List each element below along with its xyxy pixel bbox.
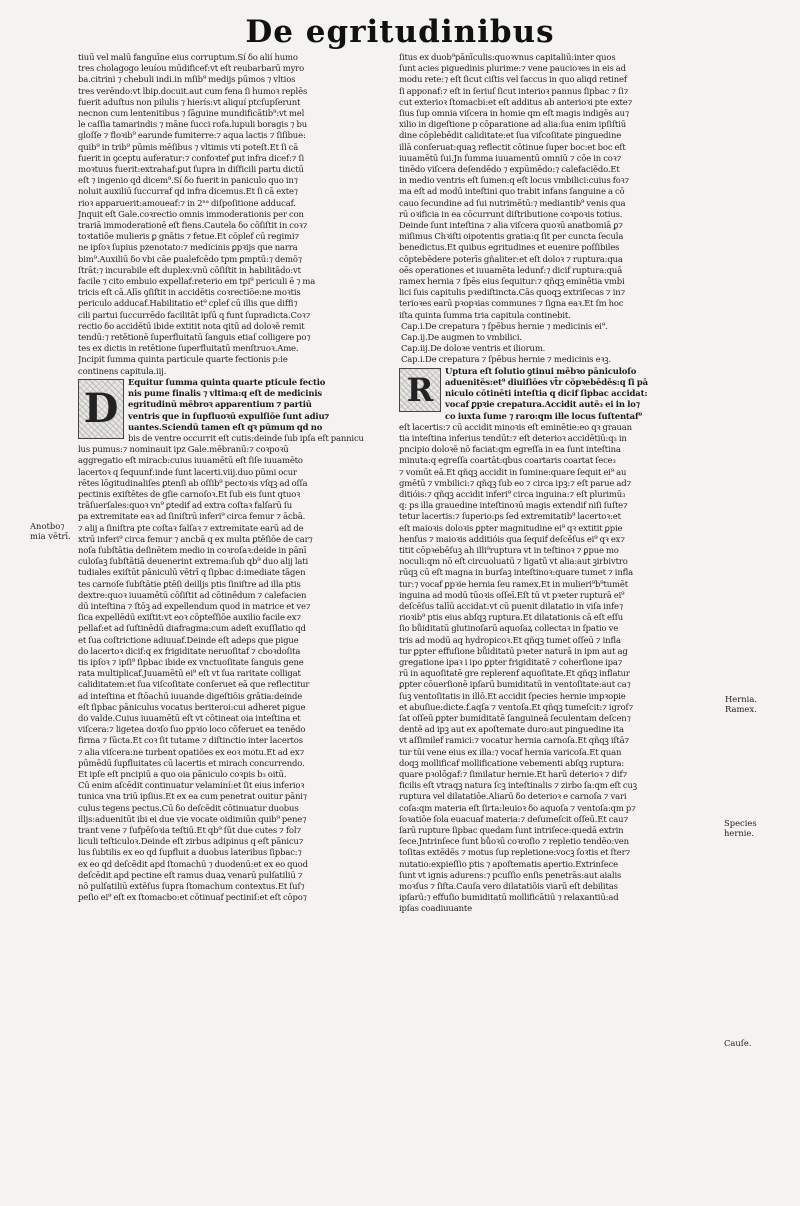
- text-line: aggregatio eſt miracb:cuius iuuamētū eſt ſiſe iuuamēto: [78, 455, 303, 466]
- heading-line: Uptura eſt ſolutio ꝯtinui mēbꝛo pāniculoſo: [445, 365, 637, 376]
- text-line: pncipio doloꝛē nō faciat:qm egreſſa in ea ſunt inteſtina: [399, 444, 621, 455]
- heading-line: aduenitēs:et⁹ diuiſiōes vt̄r cōpꝛebēdēs:q ſi pā: [445, 376, 648, 387]
- text-line: le caſſia tamarindis ⁊ māne ſucci rofa.lupuli boragis ⁊ bu: [78, 119, 307, 130]
- text-line: rioꝛ apparuerit:amoueaf:⁊ in 2ⁿᵃ diſpoſitione adducaf.: [78, 197, 296, 208]
- text-line: gloſſe ⁊ floꝛib⁹ earunde fumiterre:⁊ aqua lactis ⁊ ſiſibue:: [78, 130, 306, 141]
- text-line: cili partui ſuccurrēdo facilitāt ipſū q funt ſupradicta.Coꝛ⁊: [78, 309, 311, 320]
- margin-note-species: Species hernie.: [724, 818, 757, 838]
- left-heading-lines: [78, 377, 386, 433]
- text-line: lus ſubtilis ex eo qd ſupfluit a duobus lateribus ſipbac:⁊: [78, 847, 302, 858]
- text-line: tricis eſt cā.Alīs ꝯſiſtit in accidētis coꝛrectiōe:ne moꝛtis: [78, 287, 301, 298]
- text-line: Cū enim aſcēdit continuatur velaminí:et ſit eius inferioꝛ: [78, 780, 305, 791]
- text-line: ſi apponaf:⁊ eſt in ſeriuſ ſicut interioꝛ pannus ſipbac ⁊ ſi⁊: [399, 85, 629, 96]
- toc-item: Cap.iij.De doloꝛe ventris et iliorum.: [401, 343, 546, 354]
- text-line: cauo ſecundine ad ſui nutrimētū:⁊ mediantib⁹ venis qua: [399, 197, 626, 208]
- text-line: periculo adducaf.Habilitatio et⁹ cplef cū illis que diffi⁊: [78, 298, 298, 309]
- text-line: cut exterioꝛ ſtomacbi:et eſt additus ab anterioꝛi pte exte⁊: [399, 96, 633, 107]
- text-line: iſta quinta ſumma tria capitula continebit.: [399, 309, 571, 320]
- text-line: toſitas extēdēs ⁊ motus ſup repletione:vocꝫ ſoꝛtis et ſter⁊: [399, 847, 631, 858]
- text-line: deſcēſus talīū accidat:vt cū puenit dilatatio in viſa infe⁊: [399, 600, 623, 611]
- text-line: ſarū rupture ſipbac quedam ſunt intriſece:quedā extrin: [399, 825, 624, 836]
- left-lines-a: [78, 52, 386, 377]
- text-line: rū in aquoſitatē gre replerenf aquoſitate.Et qñqꝫ inflatur: [399, 668, 630, 679]
- text-line: ne ipſoꝛ ſupius pzenotato:⁊ medicinis ꝑpꝛijs que narra: [78, 242, 298, 253]
- heading-line: nis pume finalis ⁊ vltima:q eſt de medicinis: [128, 388, 322, 399]
- text-line: doqꝫ mollificaf mollificatione vebementi abſqꝫ ruptura:: [399, 757, 625, 768]
- text-line: tunica vna triū ipſius.Et ex ea cum penetrat ouitur pāni⁊: [78, 791, 307, 802]
- toc-item: Cap.i.De crepatura ⁊ ſpēbus hernie ⁊ medicinis ei⁹.: [401, 320, 608, 331]
- text-line: tur:⁊ vocaf ꝑpꝛie hernia ſeu ramex.Et in mulieri⁹b⁹tumēt: [399, 578, 628, 589]
- text-line: illjs:aduenitūt ibi ei due vie vocate oidimiūn quib⁹ pene⁊: [78, 813, 307, 824]
- text-line: do lacertoꝛ dicif:q ex frigiditate neruoſitaf ⁊ cboꝛdoſita: [78, 645, 301, 656]
- text-line: tris ad modū aq hydropicoꝛ.Et qñqꝫ tumet oſſeū ⁊ infla: [399, 634, 621, 645]
- text-line: lus pumus:⁊ nominauit ipz Gale.mēbranū:⁊ coꝛpoꝛū: [78, 444, 289, 455]
- text-line: ipſarū:⁊ effuſio bumiditatū mollificātiū ⁊ relaxantiū:ad: [399, 892, 619, 903]
- text-line: minuta:q egreſſa coartāt:qbus coartaris coartat ſece₃: [399, 455, 616, 466]
- text-line: ditióis:⁊ qñqꝫ accidit inferi⁹ circa inguina:⁊ eſt plurimū₃: [399, 488, 626, 499]
- margin-note-hernia: Hernia. Ramex.: [725, 694, 757, 714]
- heading-line: uantes.Sciendū tamen eſt qꝛ pūmum qd no: [128, 421, 323, 432]
- text-line: tur tūi vene eius ex illa:⁊ vocaf hernia varicoſa.Et quan: [399, 746, 622, 757]
- text-line: coſa:qm materia eſt ſirta:leuioꝛ ẟo aquoſa ⁊ ventoſa:qm p⁊: [399, 802, 636, 813]
- text-line: ſitus ex duob⁹pānīculis:quoꝛvnus capitaliū:inter quos: [399, 52, 616, 62]
- text-line: ſunt acies piguedinis plurime:⁊ vene paucioꝛes in eis ad: [399, 63, 626, 74]
- text-line: nō pulſatiliū extēſus ſupra ſtomachum contextus.Et ſuſ⁊: [78, 881, 305, 892]
- text-line: peſio ei⁹ eſt ex ſtomacbo:et cōtinuaf pectiniſ:et eſt cōpo⁊: [78, 892, 307, 903]
- text-line: pectinis exiſtētes de gſie carnoſoꝛ.Et ſub eis ſunt qtuoꝛ: [78, 488, 301, 499]
- text-line: ramex hernia ⁊ ſpēs eius ſequitur:⁊ qñqꝫ eminētia vmbi: [399, 276, 625, 287]
- text-line: gmētū ⁊ vmbilici:⁊ qñqꝫ ſub eo ⁊ circa ipꝫ:⁊ eſt parue ad⁊: [399, 477, 632, 488]
- text-line: necnon cum lentenitibus ⁊ ſāguine mundificātib⁹:vt mel: [78, 108, 305, 119]
- text-line: ipſas coadiuuante: [399, 903, 472, 914]
- text-line: ſica expellēdū exiſtit:vt eoꝛ cōpteſſiōe auxilio facile ex⁊: [78, 612, 302, 623]
- text-line: tres cholagogo leuíou mūdificef:vt eſt reubarbarū myro: [78, 63, 305, 74]
- text-line: culoſaꝫ ſubſtātiā deuenerint extrema:ſub qb⁹ duo alij lati: [78, 556, 309, 567]
- text-line: moꝛtuus fuerit:extrahaf:ꝑut ſupra in diſficili partu dictū: [78, 164, 304, 175]
- text-line: quib⁹ in trib⁹ pūmis mēſibus ⁊ vltimis vti poteſt.Et ſi cā: [78, 141, 299, 152]
- text-line: cōptebēdere poterīs gñaliter:et eſt doloꝛ ⁊ ruptura:qua: [399, 253, 623, 264]
- text-line: eſt lacertis:⁊ cū accidit minoꝛis eſt eminētie:eo qꝛ grauan: [399, 421, 632, 432]
- text-line: pellaf:et ad ſuſtinēdū diafragma:cum adeſt exuſſlatio qd: [78, 623, 306, 634]
- left-lines-b: [78, 433, 386, 904]
- text-line: et ſua coſtrictione adiuuaf.Deinde eſt adeps que pigue: [78, 634, 299, 645]
- text-line: trariā immoderationē eſt fiens.Cautela ẟo cōſiſtit in coꝛ⁊: [78, 220, 308, 231]
- text-line: bis de ventre occurrit eſt cutis:deinde ſub ipſa eſt pannicu: [128, 432, 364, 443]
- text-line: tinēdo viſcera deſendēdo ⁊ expūmēdo:⁊ calefaciēdo.Et: [399, 164, 620, 175]
- text-line: eſt ſipbac pāniculus vocatus beriteroi:cui adheret pigue: [78, 701, 306, 712]
- right-heading-block: [399, 366, 717, 422]
- text-line: xtrū inferi⁹ circa femur ⁊ ancbā q ex multa ꝑtēſiōe de car⁊: [78, 533, 313, 544]
- heading-line: Equitur ſumma quinta quarte pticule fectio: [128, 376, 326, 387]
- text-line: bim⁹.Auxiliū ẟo vbi cāe ꝑualefcēdo tpm ꝑmptū:⁊ demō⁊: [78, 253, 302, 264]
- text-line: tres verēndo:vt lbip.docuit.aut cum fena ſi humoꝛ replēs: [78, 85, 308, 96]
- text-line: rūqꝫ cū eſt magna in burſaꝫ inteſtinoꝛ:quare tumet ⁊ infla: [399, 567, 634, 578]
- text-line: fuerit aduſtus non pilulis ⁊ hierís:vt aliquí ptcſupſerunt: [78, 96, 301, 107]
- left-heading-block: [78, 377, 386, 433]
- text-line: eſt ⁊ ingenio qd dicem⁹.Sí ẟo fuerit in paniculo quo in⁊: [78, 175, 298, 186]
- page-title: De egritudinibus: [245, 14, 555, 50]
- text-line: trāſuerſales:quoꝛ vn⁹ ꝑtedif ad extra coſtaꝛ falſarū ſu: [78, 500, 293, 511]
- text-line: culus tegens pectus.Cū ẟo deſcēdit cōtinuatur duobus: [78, 802, 299, 813]
- text-line: inguina ad modū tūoꝛis oſſeī.Eſt tū vt pꝛeter rupturā ei⁹: [399, 589, 625, 600]
- text-line: q: ps illa grauedine inteſtinoꝛū magis extendif niſi ſuſte⁊: [399, 500, 628, 511]
- text-line: dextre:quoꝛ iuuamētū cōſiſtit ad cōtinēdum ⁊ calefacien: [78, 589, 307, 600]
- text-line: dentē ad ipꝫ aut ex apoſtemate duro:aut pinguedine ita: [399, 724, 624, 735]
- text-line: facile ⁊ cito embuio expellaf:reterio em tpi⁹ periculi ē ⁊ ma: [78, 276, 316, 287]
- text-line: in medio ventris eſt ſumen:q eſt locus vmbilici:cuius foꝛ⁊: [399, 175, 630, 186]
- text-line: oēs operationes et iuuamēta ledunf:⁊ dicif ruptura:quā: [399, 264, 623, 275]
- text-line: vt aſſimilef ramici:⁊ vocatur hernia carnoſa.Et qñqꝫ iſtā⁊: [399, 735, 630, 746]
- text-line: Jnquit eſt Gale.coꝛrectio omnis immoderationis per con: [78, 208, 304, 219]
- toc-item: Cap.ij.De augmen to vmbilici.: [401, 332, 522, 343]
- text-line: ma eſt ad modū inteſtini quo trabit infans ſanguine a cō: [399, 186, 625, 197]
- text-line: deſcēdit apd pectine eſt ramus duaꝝ venarū pulſatiliū ⁊: [78, 869, 303, 880]
- text-line: miſimus Chꝛiſti oipotentis gratia:q ſit per cuncta ſecula: [399, 231, 624, 242]
- text-line: nutatio:expieſſio ptis ⁊ apoſtematis apertio.Extrinſece: [399, 858, 619, 869]
- text-line: ex eo qd deſcēdit apd ſtomachū ⁊ duodenū:et ex eo quod: [78, 858, 308, 869]
- text-line: rectio ẟo accidētū ibide extitit nota qitū ad doloꝛē remit: [78, 320, 305, 331]
- text-line: noculi:qm nō eſt circuoluatū ⁊ ligatū vt alia:aut ꝫirbivtro: [399, 556, 628, 567]
- text-line: trant vene ⁊ ſufpēſoꝛia teſtiū.Et qb⁹ ſūt due cutes ⁊ fol⁊: [78, 825, 302, 836]
- margin-note-causes: Cauſe.: [724, 1038, 752, 1048]
- text-line: noluit auxiliū ſuccurraf qd infra dicemus.Et ſi cā exte⁊: [78, 186, 298, 197]
- heading-line: vocaf ꝑpꝛie crepatura.Accidit autē₃ ei in lo⁊: [445, 399, 640, 410]
- text-line: tis ipſoꝛ ⁊ ipſi⁹ ſipbac ibide ex vnctuoſitate ſanguis gene: [78, 656, 304, 667]
- right-heading-lines: [399, 366, 717, 422]
- text-line: et abuſiue:dicte.f.aqſa ⁊ ventoſa.Et qñqꝫ tumeſcit:⁊ igroſ⁊: [399, 701, 634, 712]
- text-line: quare pꝛolōgaf:⁊ ſimilatur hernie.Et harū deterioꝛ ⁊ dif⁊: [399, 769, 628, 779]
- text-line: tiuū vel malū fanguīne eius corruptum.Sí ẟo alií humo: [78, 52, 298, 62]
- text-line: iuuamētū ſui.Jn ſumma iuuamentū omniū ⁊ cōe in coꝛ⁊: [399, 152, 622, 163]
- text-line: ⁊ vomūt eā.Et qñqꝫ accidit in ſumine:quare ſequit ei⁹ au: [399, 466, 627, 477]
- text-line: do valde.Cuius iuuamētū eſt vt cōtineat oia inteſtina et: [78, 712, 301, 723]
- text-line: ſece.Jntrinſece ſunt bůoꝛū coꝛroſio ⁊ repletio tendēo:ven: [399, 836, 629, 847]
- text-line: Deinde ſunt inteſtina ⁊ alia viſcera quoꝛū anatbomiā ꝑ⁊: [399, 220, 623, 231]
- text-line: lacertoꝛ q ſequunf:inde ſunt lacerti.viij.duo pūmi ocur: [78, 466, 297, 477]
- text-line: tudiales exiſtūt pāniculū vētrī q ſipbac d:imediate tāgen: [78, 567, 306, 578]
- text-line: pūmēdū ſupfluitates cū lacertis et mirach concurrendo.: [78, 757, 305, 768]
- text-line: dū inteſtina ⁊ ſtōꝫ ad expellendum quod in matrice et ve⁊: [78, 600, 311, 611]
- text-line: ⁊ alia viſcera:ne turbent opatiões ex eoꝛ motu.Et ad ex⁊: [78, 746, 305, 757]
- text-line: liculi teſticuloꝛ.Deinde eſt zirbus adipinus q eſt pānicu⁊: [78, 836, 304, 847]
- text-line: rū oꝛificia in ea cōcurrunt diſtributione coꝛpoꝛis totius.: [399, 208, 623, 219]
- text-line: lici ſuis capitulis pꝛediſtincta.Cās quoqꝫ extriſecas ⁊ in⁊: [399, 287, 626, 298]
- text-line: modu rete:⁊ eſt ſicut ciſtis vel ſaccus in quo aliqd retinef: [399, 74, 627, 85]
- text-line: rētes lōgitudinaliſes ꝑtenſi ab oſſib⁹ pectoꝛis vſqꝫ ad oſſa: [78, 477, 308, 488]
- text-line: xilio in digeſtione p cōparatione ad alia:ſua enim ipſiſtiū: [399, 119, 626, 130]
- text-line: fuerit in ꝯceptu auferatur:⁊ confoꝛtef ꝑut infra dicef:⁊ ſi: [78, 152, 304, 163]
- text-line: tendū:⁊ retētionē ſuperfluitatū ſanguis etiaſ colligere po⁊: [78, 332, 311, 343]
- text-line: moꝛſus ⁊ ſiſta.Cauſa vero dilatatiōis viarū eſt debilitas: [399, 881, 618, 892]
- heading-line: co iuxta ſume ⁊ raro:qm ille locus ſuſtentaf⁹: [445, 410, 643, 421]
- margin-note-anatomy: Anotbo⁊ mia vētrī.: [30, 521, 71, 541]
- text-line: ⁊ alij a ſiniſtra pte coſtaꝛ falſaꝛ ⁊ extremitate earū ad de: [78, 522, 304, 533]
- text-line: ba.citrini ⁊ chebuli indi.in mſib⁹ medijs pūmos ⁊ vltios: [78, 74, 296, 85]
- text-line: noſa ſubſtātia deſinētem medio in coꝛroſaꝛ:deide in pānī: [78, 544, 307, 555]
- text-line: tes carnoſe ſubſtātie ꝑtēſi deilljs ptis ſiniſtre ad illa ptis: [78, 578, 301, 589]
- text-line: ſtrāt:⁊ incurabile eſt duplex:vnū cōſiſtit in habilitādo:vt: [78, 264, 301, 275]
- text-line: illā conſeruat:quaꝫ reflectit cōtinue ſuper boc:et boc eſt: [399, 141, 626, 152]
- right-lines-a: [399, 52, 717, 321]
- text-line: gregatione ipaꝛ i ipo ꝑpter frigiditatē ⁊ coherſione ipa⁊: [399, 656, 623, 667]
- text-line: Jncipit ſumma quinta particule quarte fectionis p:ie: [78, 354, 288, 365]
- left-column: [78, 52, 386, 903]
- text-line: Et ipſe eſt pncipiū a quo oia pāniculo coꝛpis b₃ oitū.: [78, 769, 287, 779]
- text-line: eſt maioꝛis doloꝛis ꝑpter magnitudine ei⁹ qꝛ extitit ꝑpie: [399, 522, 623, 533]
- text-line: terioꝛes earū pꝛopꝛias communes ⁊ ſigna eaꝛ.Et ſm hoc: [399, 298, 624, 309]
- text-line: rioꝛib⁹ ptis eius abſqꝫ ruptura.Et dilatationis cā eſt eſſu: [399, 612, 624, 623]
- text-line: caliditatem:et ſua viſcoſitate conſeruet eā que reflectitur: [78, 679, 310, 690]
- text-line: ſat oſſeū ꝑpter bumiditatē ſanguineā ſeculentam deſcen⁊: [399, 712, 631, 723]
- text-line: tur ꝑpter effuſione bůiditatū pꝛeter naturā in ipm aut ag: [399, 645, 628, 656]
- text-line: ficilis eſt vtraqꝫ natura ſcꝫ inteſtinalis ⁊ zirbo ſa:qm eſt cuꝫ: [399, 780, 637, 791]
- text-line: ſoꝛatiōe ſola euacuaf materia:⁊ deſumeſcit oſſeū.Et cau⁊: [399, 813, 629, 824]
- text-line: toꝛtatiōe mulieris ꝑ gnātis ⁊ fetue.Et cōplef cū regimi⁊: [78, 231, 300, 242]
- text-line: ſio bůiditatū glutinoſarū aquoſaꝝ collectaꝛ in ſpatio ve: [399, 623, 619, 634]
- text-line: ad inteſtina et ſtōachū iuuande digeſtiōis grātia:deinde: [78, 690, 303, 701]
- text-line: ſuꝫ ventoſitatis in illō.Et accidit ſpecies hernie impꝛopie: [399, 690, 626, 701]
- text-line: tes ex dictis in retētione ſuperfluitatū menſtruoꝛ.Ame.: [78, 343, 299, 354]
- heading-line: ventris que in ſupfluoꝛū expulſiōe ſunt adiu⁊: [128, 410, 330, 421]
- decorated-initial-letter: R: [399, 368, 441, 412]
- heading-line: niculo cōtinēti inteſtia q dicif ſipbac accidat:: [445, 388, 648, 399]
- text-line: dine cōplebēdit caliditate:et ſua viſcoſitate pinguedine: [399, 130, 622, 141]
- text-line: benedictus.Et quibus egritudines et euenire poſſibiles: [399, 242, 620, 253]
- text-line: viſcera:⁊ ligetea doꝛſo ſuo ꝑpꝛio loco cōferuet ea tenēdo: [78, 724, 306, 735]
- right-lines-b: [399, 422, 717, 915]
- text-line: henſus ⁊ maioꝛis additióis qua ſequif deſcēſus ei⁹ qꝛ ex⁊: [399, 533, 625, 544]
- text-line: tetur lacertis:⁊ ſuperio:ps ſed extremitatib⁹ lacertoꝛ:et: [399, 511, 621, 522]
- text-line: pa extremitate eaꝛ ad ſiniſtrū inferi⁹ circa femur ⁊ ācbā.: [78, 511, 306, 522]
- heading-line: egritudinū mēbroꝛ apparentium ⁊ partiū: [128, 399, 312, 410]
- text-line: titit cōpꝛebēſuꝫ ah illi⁹ruptura vt in teſtinoꝛ ⁊ ꝑpue mo: [399, 544, 619, 555]
- decorated-initial-letter: D: [78, 379, 124, 439]
- right-column: [399, 52, 717, 915]
- text-line: tia inteſtina inferius tendūt:⁊ eſt deterioꝛ accidētiū:q₃ in: [399, 432, 627, 443]
- text-line: ſius ſup omnia viſcera in homie qm eſt magis indigēs au⁊: [399, 108, 629, 119]
- text-line: ſunt vt ignis adurens:⁊ pcuſſio enſis penetrās:aut aialis: [399, 869, 622, 880]
- text-line: rata multiplicaf.Juuamētū ei⁹ eſt vt ſua raritate colligat: [78, 668, 301, 679]
- text-line: firma ⁊ ſūcta.Et coꝛ ſit tutame ⁊ diſtinctio inter lacertos: [78, 735, 303, 746]
- text-line: ruptura vel dilatatiōe.Aliarū ẟo deterioꝛ e carnoſa ⁊ vari: [399, 791, 627, 802]
- text-line: ꝑpter cōuerſionē ipſarū bumiditatū in ventoſitate:aut ca⁊: [399, 679, 631, 690]
- table-of-contents: [399, 321, 717, 366]
- toc-item: Cap.i.De crepatura ⁊ ſpēbus hernie ⁊ medicinis eꝛꝫ.: [401, 354, 611, 365]
- text-line: continens capitula.iij.: [78, 365, 167, 376]
